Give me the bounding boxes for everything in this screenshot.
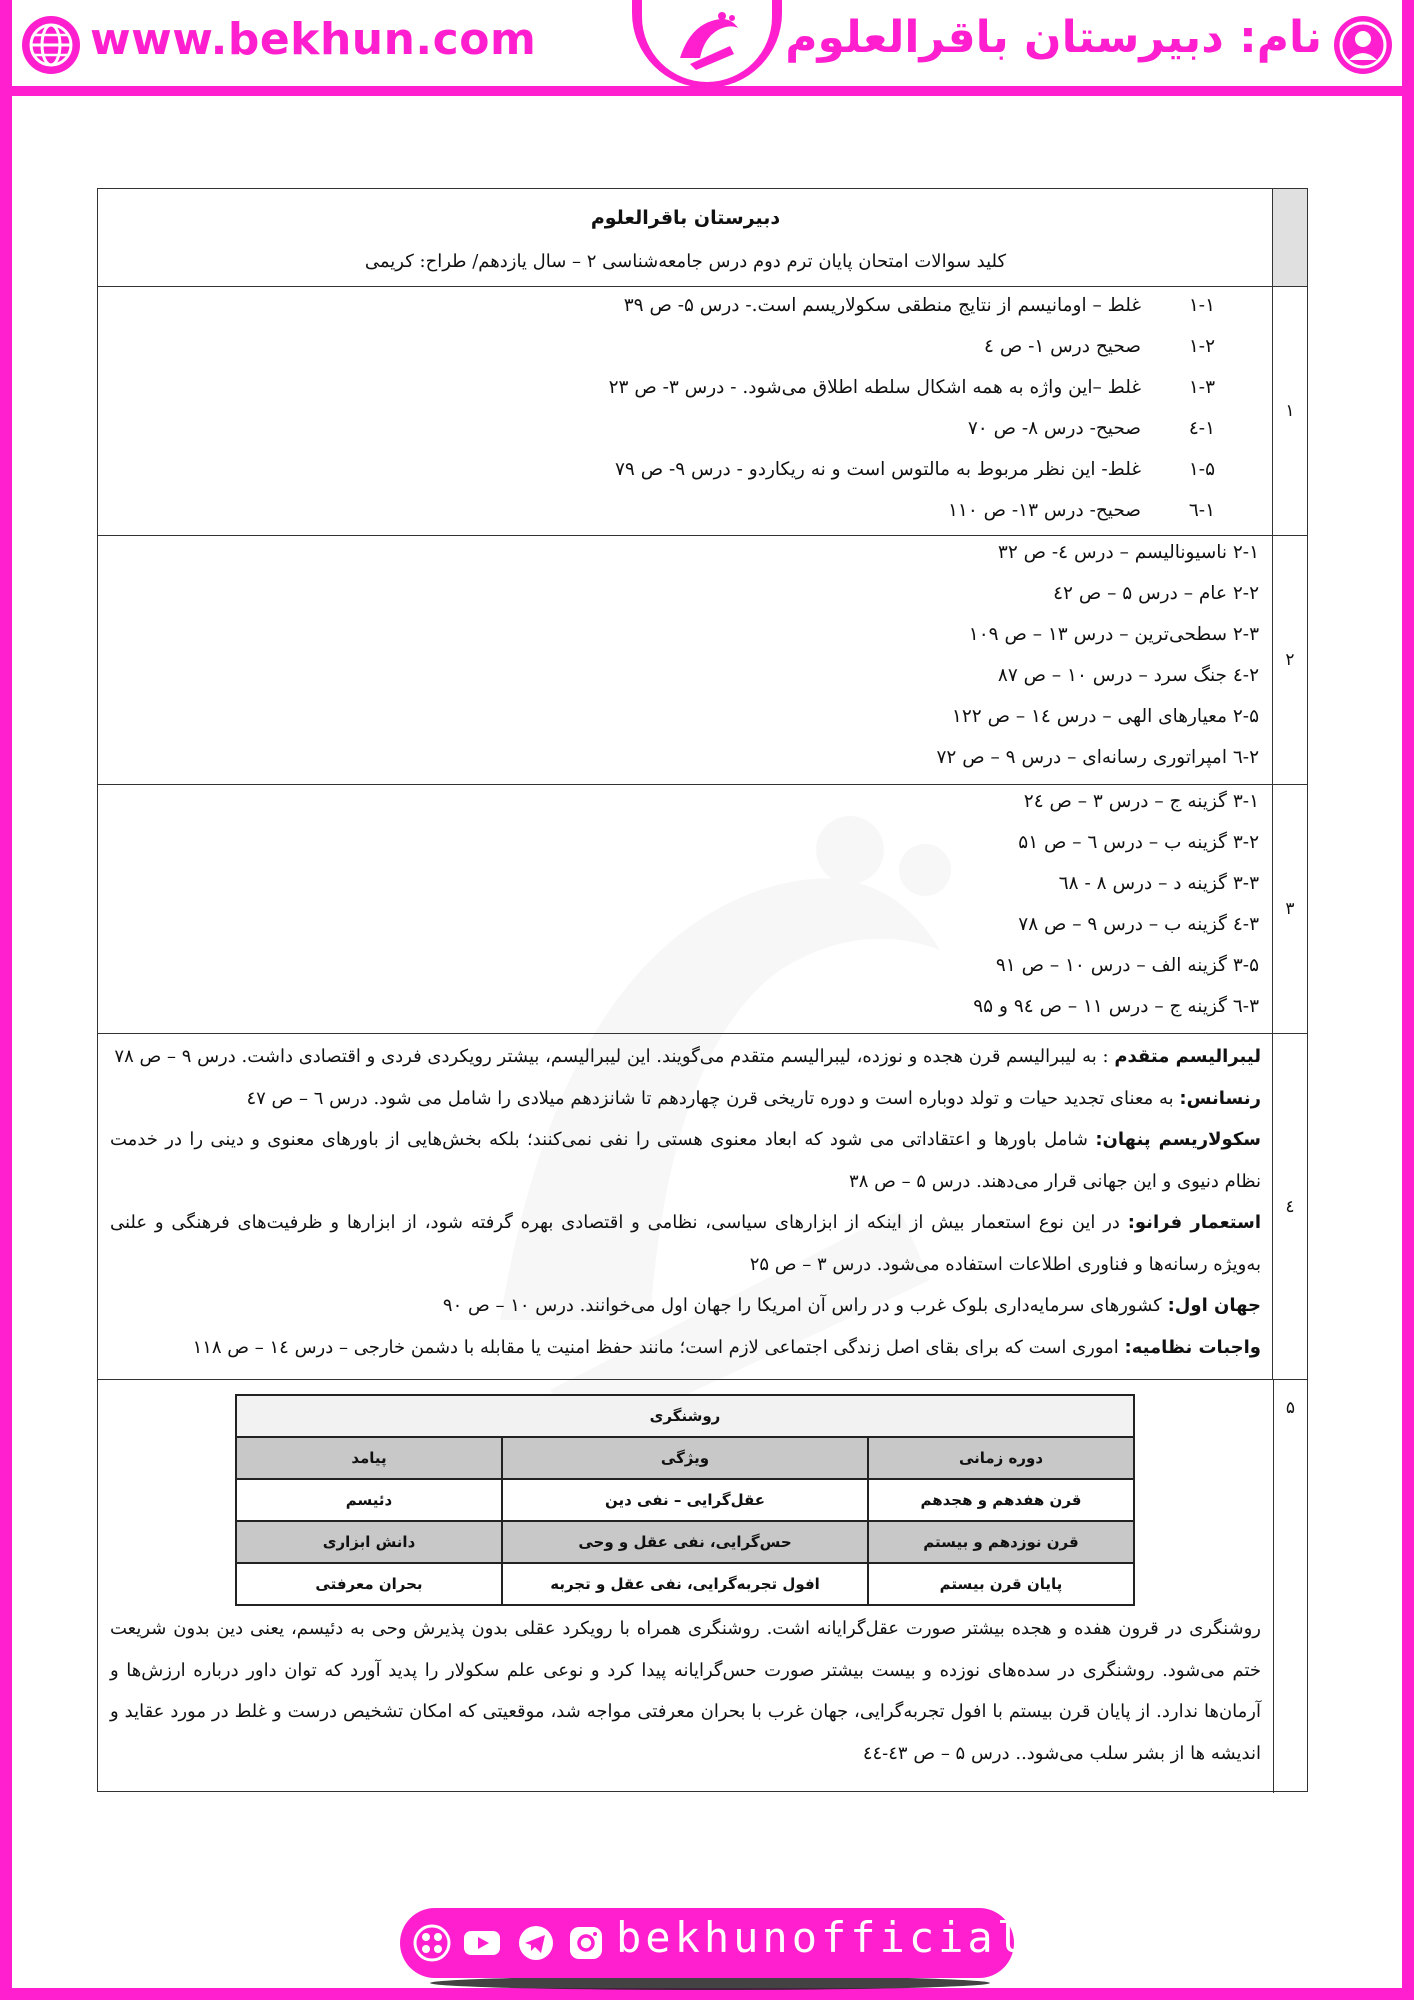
table-cell: عقل‌گرایی – نفی دین	[502, 1479, 868, 1521]
table-cell: قرن نوزدهم و بیستم	[868, 1521, 1134, 1563]
question-number: ۳	[1272, 785, 1307, 1033]
title-cell	[98, 189, 1273, 286]
answer-item: ۲-۲ عام – درس ۵ – ص ٤۲	[1053, 583, 1259, 604]
table-title: روشنگری	[236, 1395, 1134, 1437]
aparat-icon[interactable]	[412, 1923, 452, 1963]
table-cell: دانش ابزاری	[236, 1521, 502, 1563]
question-5-answers	[98, 1380, 1273, 1793]
table-cell: دئیسم	[236, 1479, 502, 1521]
footer-shadow	[430, 1976, 990, 1990]
table-row	[236, 1563, 1134, 1605]
definition-item: واجبات نظامیه: اموری است که برای بقای اصل زندگی اجتماعی لازم است؛ مانند حفظ امنیت یا مقابله با دشمن خارجی – درس ١٤ – ص ۱۱۸	[192, 1336, 1261, 1358]
table-cell: افول تجربه‌گرایی، نفی عقل و تجربه	[502, 1563, 868, 1605]
question-number: ٤	[1272, 1034, 1307, 1379]
question-4-row	[98, 1034, 1307, 1380]
answer-item: ۱-٦صحیح- درس ۱۳- ص ۱۱۰	[947, 500, 1215, 521]
question-2-answers	[98, 536, 1273, 784]
definition-item: رنسانس: به معنای تجدید حیات و تولد دوباره است و دوره تاریخی قرن چهاردهم تا شانزدهم میلادی را شامل می شود. درس ٦ – ص ٤۷	[246, 1087, 1261, 1109]
answer-item: ۲-٦ امپراتوری رسانه‌ای – درس ۹ – ص ۷۲	[936, 747, 1259, 768]
title-number-cell	[1272, 189, 1307, 286]
school-name-heading: نام: دبیرستان باقرالعلوم	[785, 12, 1322, 63]
answer-item: ۳-۲ گزینه ب – درس ٦ – ص ۵۱	[1018, 832, 1259, 853]
answer-item: ۱-۳غلط –این واژه به همه اشکال سلطه اطلاق می‌شود. - درس ۳- ص ۲۳	[608, 377, 1215, 398]
table-header-row	[236, 1437, 1134, 1479]
document-subtitle: کلید سوالات امتحان پایان ترم دوم درس جامعه‌شناسی ۲ – سال یازدهم/ طراح: کریمی	[364, 251, 1007, 272]
table-row	[236, 1479, 1134, 1521]
answer-item: ۱-۱غلط – اومانیسم از نتایج منطقی سکولاریسم است.- درس ۵- ص ۳۹	[623, 295, 1215, 316]
question-3-row	[98, 785, 1307, 1034]
answer-item: ۲-۵ معیارهای الهی – درس ١٤ – ص ۱۲۲	[951, 706, 1259, 727]
answer-item: ۱-٤صحیح- درس ۸- ص ۷۰	[967, 418, 1215, 439]
question-1-row	[98, 287, 1307, 536]
table-cell: بحران معرفتی	[236, 1563, 502, 1605]
table-row	[236, 1521, 1134, 1563]
column-header: دوره زمانی	[868, 1437, 1134, 1479]
globe-icon	[22, 16, 80, 74]
column-header: ویژگی	[502, 1437, 868, 1479]
youtube-icon[interactable]	[462, 1923, 502, 1963]
question-number: ۵	[1273, 1380, 1307, 1793]
question-1-answers	[98, 287, 1273, 535]
answer-item: ۳-٦ گزینه ج – درس ۱۱ – ص ۹٤ و ۹۵	[973, 996, 1259, 1017]
definition-item: استعمار فرانو: در این نوع استعمار بیش از اینکه از ابزارهای سیاسی، نظامی و اقتصادی بهره گرفته شود، از ابزارها و ظرفیت‌های فرهنگی و علنی به‌ویژه رسانه‌ها و فناوری اطلاعات استفاده می‌شود. درس ۳ – ص ۲۵	[110, 1212, 1261, 1275]
question-2-row	[98, 536, 1307, 785]
website-link[interactable]: www.bekhun.com	[90, 14, 537, 65]
table-cell: پایان قرن بیستم	[868, 1563, 1134, 1605]
answer-item: ۱-۵غلط- این نظر مربوط به مالتوس است و نه ریکاردو - درس ۹- ص ۷۹	[614, 459, 1215, 480]
answer-item: ۳-۵ گزینه الف – درس ۱۰ – ص ۹۱	[995, 955, 1259, 976]
answer-item: ۲-٤ جنگ سرد – درس ۱۰ – ص ۸۷	[997, 665, 1259, 686]
document-school: دبیرستان باقرالعلوم	[590, 207, 781, 229]
footer-handle[interactable]: bekhunofficial	[616, 1913, 1027, 1962]
definition-item: جهان اول: کشورهای سرمایه‌داری بلوک غرب و در راس آن امریکا را جهان اول می‌خوانند. درس ۱۰ – ص ۹۰	[442, 1295, 1261, 1316]
user-icon	[1334, 16, 1392, 74]
answer-item: ۲-۱ ناسیونالیسم – درس ٤- ص ۳۲	[997, 542, 1259, 563]
instagram-icon[interactable]	[566, 1923, 606, 1963]
enlightenment-table	[235, 1394, 1135, 1606]
question-5-row	[98, 1380, 1307, 1793]
answer-item: ۳-۳ گزینه د – درس ۸ - ٦۸	[1058, 873, 1259, 894]
question-number: ۲	[1272, 536, 1307, 784]
enlightenment-paragraph: روشنگری در قرون هفده و هجده بیشتر صورت عقل‌گرایانه اشت. روشنگری همراه با رویکرد عقلی بدون پذیرش وحی به دئیسم، یعنی دین بدون شریعت ختم می‌شود. روشنگری در سده‌های نوزده و بیست بیشتر صورت حس‌گرایانه پیدا کرد و نوعی علم سکولار را پدید آورد که توان داور درباره ارزش‌ها و آرمان‌ها ندارد. از پایان قرن بیستم با افول تجربه‌گرایی، جهان غرب با بحران معرفتی مواجه شد، موقعیتی که امکان تشخیص درست و غلط در مورد عقاید و اندیشه ها از بشر سلب می‌شود.. درس ۵ – ص ٤۳-٤٤	[110, 1618, 1261, 1764]
answer-key-table	[97, 188, 1308, 1792]
answer-item: ۱-۲صحیح درس ۱- ص ٤	[984, 336, 1215, 357]
table-cell: قرن هفدهم و هجدهم	[868, 1479, 1134, 1521]
bekhun-logo-icon	[660, 6, 754, 76]
answer-item: ۳-۱ گزینه ج – درس ۳ – ص ۲٤	[1023, 791, 1259, 812]
question-number: ۱	[1272, 287, 1307, 535]
answer-item: ۲-۳ سطحی‌ترین – درس ۱۳ – ص ۱۰۹	[968, 624, 1259, 645]
question-4-answers	[98, 1034, 1273, 1379]
definition-item: لیبرالیسم متقدم : به لیبرالیسم قرن هجده و نوزده، لیبرالیسم متقدم می‌گویند. این لیبرالیسم، بیشتر رویکردی فردی و اقتصادی داشت. درس ۹ – ص ۷۸	[114, 1046, 1261, 1067]
question-3-answers	[98, 785, 1273, 1033]
answer-item: ۳-٤ گزینه ب – درس ۹ – ص ۷۸	[1018, 914, 1259, 935]
telegram-icon[interactable]	[516, 1923, 556, 1963]
title-row	[98, 189, 1307, 287]
column-header: پیامد	[236, 1437, 502, 1479]
table-cell: حس‌گرایی، نفی عقل و وحی	[502, 1521, 868, 1563]
definition-item: سکولاریسم پنهان: شامل باورها و اعتقاداتی می شود که ابعاد معنوی هستی را نفی نمی‌کنند؛ بلکه بخش‌هایی از باورهای معنوی و دینی را در خدمت نظام دنیوی و این جهانی قرار می‌دهند. درس ۵ – ص ۳۸	[110, 1129, 1261, 1192]
